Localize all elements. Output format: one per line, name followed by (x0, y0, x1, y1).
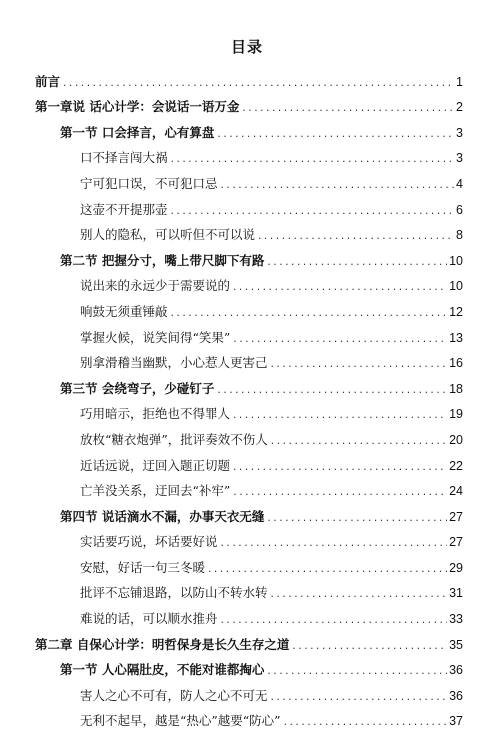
toc-entry[interactable] (0, 320, 494, 346)
toc-entry-page-number: 37 (449, 714, 463, 729)
toc-entry-page-number: 3 (456, 151, 463, 166)
toc-entry[interactable] (0, 474, 494, 500)
toc-entry-label: 第一节 口会择言，心有算盘 (60, 124, 215, 140)
toc-entry-label: 无利不起早，越是“热心”越要“防心” (80, 713, 281, 729)
dot-leader (62, 78, 454, 90)
toc-entry[interactable] (0, 550, 494, 576)
toc-entry-page-number: 22 (449, 458, 463, 473)
toc-entry-page-number: 24 (449, 484, 463, 499)
dot-leader (232, 282, 447, 294)
toc-entry-page-number: 31 (449, 586, 463, 601)
toc-entry-label: 掌握火候，说笑间得“笑果” (80, 329, 231, 345)
toc-entry-page-number: 19 (449, 407, 463, 422)
toc-entry-page-number: 18 (449, 381, 463, 396)
toc-entry-page-number: 6 (456, 202, 463, 217)
toc-entry-label: 说出来的永远少于需要说的 (80, 278, 231, 294)
toc-entry-label: 第二章 自保心计学：明哲保身是长久生存之道 (35, 636, 290, 652)
dot-leader (232, 462, 447, 474)
toc-entry-page-number: 36 (449, 688, 463, 703)
dot-leader (270, 436, 447, 448)
toc-entry-page-number: 8 (456, 228, 463, 243)
dot-leader (291, 641, 447, 653)
dot-leader (170, 308, 448, 320)
toc-entry-label: 别拿滑稽当幽默，小心惹人更害己 (80, 355, 268, 371)
toc-entry-label: 实话要巧说，坏话要好说 (80, 534, 218, 550)
toc-entry[interactable] (0, 371, 494, 397)
dot-leader (207, 564, 447, 576)
toc-entry-page-number: 16 (449, 356, 463, 371)
toc-entry[interactable] (0, 704, 494, 730)
dot-leader (232, 334, 447, 346)
toc-entry[interactable] (0, 525, 494, 551)
toc-entry[interactable] (0, 90, 494, 116)
toc-entry[interactable] (0, 397, 494, 423)
toc-entry-page-number: 36 (449, 663, 463, 678)
toc-entry[interactable] (0, 192, 494, 218)
toc-entry-label: 第三节 会绕弯子，少碰钉子 (60, 380, 215, 396)
toc-entry[interactable] (0, 115, 494, 141)
toc-entry[interactable] (0, 294, 494, 320)
dot-leader (220, 180, 455, 192)
dot-leader (270, 589, 448, 601)
toc-entry-page-number: 33 (449, 612, 463, 627)
toc-entry-label: 放枚“糖衣炮弹”，批评奏效不伤人 (80, 431, 268, 447)
dot-leader (270, 692, 448, 704)
toc-entry-page-number: 3 (456, 125, 463, 140)
toc-entry-label: 安慰，好话一句三冬暖 (80, 559, 206, 575)
toc-entry[interactable] (0, 141, 494, 167)
toc-entry[interactable] (0, 653, 494, 679)
toc-entry-label: 近话远说，迂回入题正切题 (80, 457, 231, 473)
toc-entry-page-number: 29 (449, 560, 463, 575)
toc-entry[interactable] (0, 166, 494, 192)
toc-entry-label: 亡羊没关系，迂回去“补牢” (80, 483, 231, 499)
toc-entry-label: 第二节 把握分寸，嘴上带尺脚下有路 (60, 252, 265, 268)
toc-entry-label: 前言 (35, 73, 61, 89)
toc-entry[interactable] (0, 627, 494, 653)
toc-entry[interactable] (0, 678, 494, 704)
toc-entry[interactable] (0, 576, 494, 602)
toc-entry-label: 第四节 说话滴水不漏，办事天衣无缝 (60, 508, 265, 524)
toc-entry[interactable] (0, 601, 494, 627)
toc-entry-label: 难说的话，可以顺水推舟 (80, 611, 218, 627)
dot-leader (232, 410, 447, 422)
toc-entry-page-number: 13 (449, 330, 463, 345)
dot-leader (266, 666, 447, 678)
toc-entry-label: 响鼓无须重锤敲 (80, 303, 168, 319)
toc-entry[interactable] (0, 346, 494, 372)
toc-entry-page-number: 27 (449, 535, 463, 550)
dot-leader (266, 257, 447, 269)
toc-entry-label: 第一节 人心隔肚皮，不能对谁都掏心 (60, 662, 265, 678)
toc-entry-label: 批评不忘铺退路，以防山不转水转 (80, 585, 268, 601)
toc-entry[interactable] (0, 422, 494, 448)
toc-entry-page-number: 4 (456, 176, 463, 191)
dot-leader (283, 717, 448, 729)
toc-entry-label: 害人之心不可有，防人之心不可无 (80, 687, 268, 703)
dot-leader (257, 231, 454, 243)
toc-entry-page-number: 35 (449, 637, 463, 652)
toc-entry-page-number: 20 (449, 432, 463, 447)
toc-entry-label: 宁可犯口误，不可犯口忌 (80, 175, 218, 191)
table-of-contents (0, 64, 494, 729)
dot-leader (270, 359, 448, 371)
toc-entry-page-number: 27 (449, 509, 463, 524)
toc-entry-page-number: 10 (449, 253, 463, 268)
toc-entry-page-number: 2 (456, 100, 463, 115)
toc-entry-label: 别人的隐私，可以听但不可以说 (80, 227, 256, 243)
toc-entry-label: 第一章说 话心计学：会说话一语万金 (35, 99, 240, 115)
toc-entry[interactable] (0, 243, 494, 269)
dot-leader (170, 206, 455, 218)
dot-leader (216, 129, 454, 141)
toc-entry[interactable] (0, 64, 494, 90)
dot-leader (216, 385, 447, 397)
toc-entry-page-number: 12 (449, 304, 463, 319)
toc-entry-page-number: 1 (456, 74, 463, 89)
dot-leader (220, 615, 448, 627)
toc-entry-label: 巧用暗示，拒绝也不得罪人 (80, 406, 231, 422)
dot-leader (170, 154, 455, 166)
toc-entry[interactable] (0, 499, 494, 525)
toc-entry-label: 这壶不开提那壶 (80, 201, 168, 217)
toc-entry[interactable] (0, 448, 494, 474)
dot-leader (266, 513, 447, 525)
toc-entry-page-number: 10 (449, 279, 463, 294)
dot-leader (220, 538, 448, 550)
toc-entry[interactable] (0, 269, 494, 295)
dot-leader (241, 103, 454, 115)
page-title: 目录 (230, 38, 263, 56)
toc-entry-label: 口不择言闯大祸 (80, 150, 168, 166)
dot-leader (232, 487, 447, 499)
toc-entry[interactable] (0, 218, 494, 244)
